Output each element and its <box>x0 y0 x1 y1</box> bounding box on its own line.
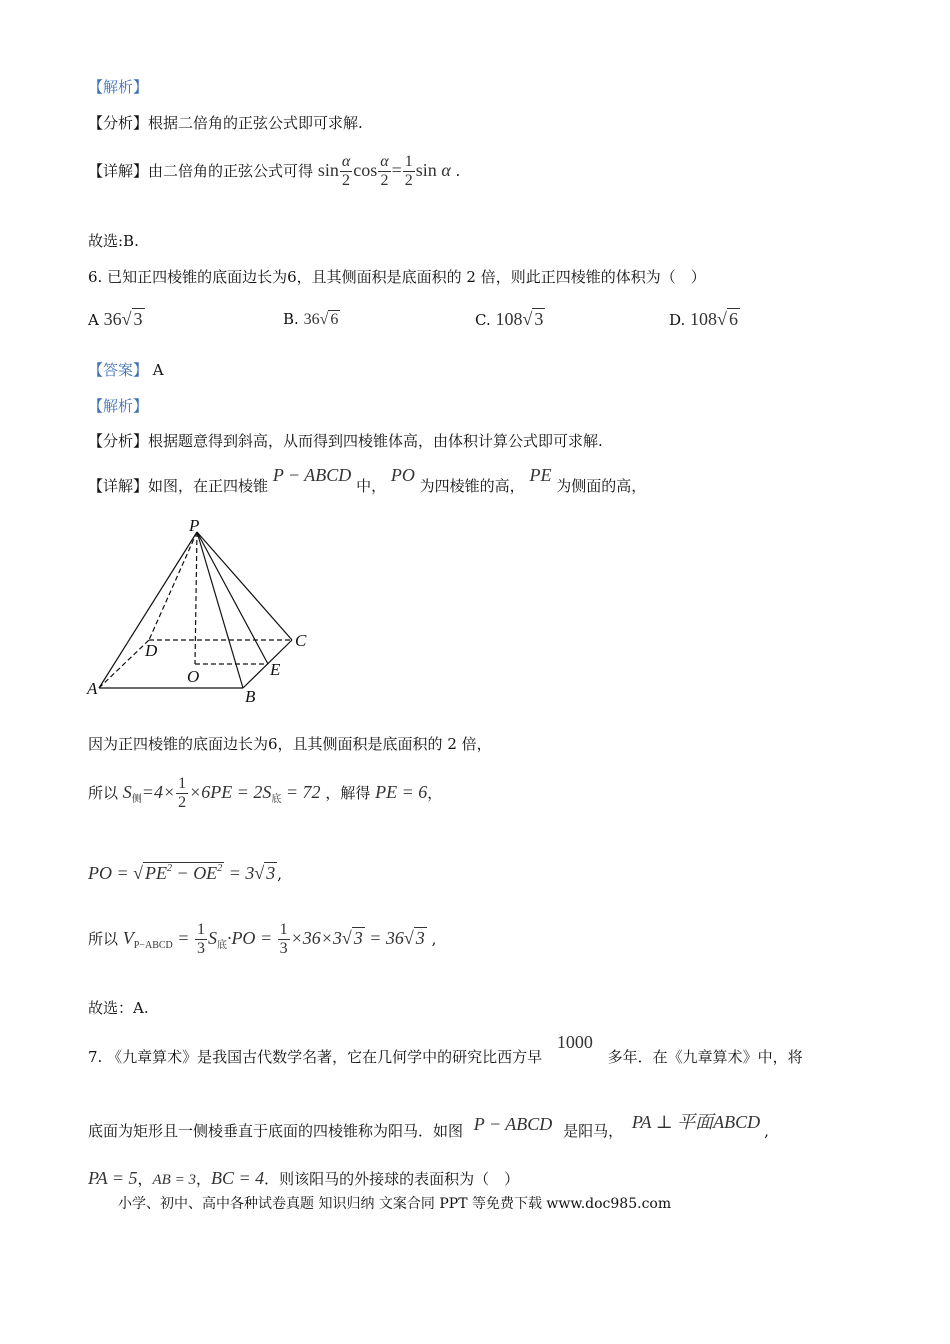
question-7-line3: PA = 5，AB = 3，BC = 4．则该阳马的外接球的表面积为（ ） <box>88 1168 520 1188</box>
detail-line-6: 【详解】如图，在正四棱锥 P − ABCD 中， PO 为四棱锥的高， PE 为侧面的高， <box>88 465 647 495</box>
option-a: A 36√ 3 <box>88 309 143 329</box>
label-o: O <box>187 667 200 686</box>
po-equation: PO = √ $PE^2 - OE^2 = 3√$ 3 <box>88 863 276 883</box>
edge-pc <box>197 532 292 640</box>
label-d: D <box>145 641 158 660</box>
lateral-area-line: 所以 $S_侧=4\times$ $\frac{1}{2}$ $\times 6PE = 2S_底 = 72$ ，解得 PE = 6， <box>88 775 443 812</box>
option-c: C. 108√ 3 <box>475 309 544 329</box>
answer-6: 【答案】 A <box>88 361 164 379</box>
analysis-line-6: 【分析】根据题意得到斜高，从而得到四棱锥体高，由体积计算公式即可求解. <box>88 432 603 450</box>
label-c: C <box>295 631 307 650</box>
label-e: E <box>270 660 281 679</box>
because-line: 因为正四棱锥的底面边长为6，且其侧面积是底面积的 2 倍， <box>88 735 492 753</box>
label-b: B <box>245 687 256 706</box>
lateral-area-equation: $S_侧=4\times$ $\frac{1}{2}$ $\times 6PE = 2S_底 = 72$ <box>122 775 321 812</box>
pyramid-figure <box>85 518 325 708</box>
question-7-line1: 7. 《九章算术》是我国古代数学名著，它在几何学中的研究比西方早 1000 多年．在《九章算术》中，将 <box>88 1032 803 1066</box>
option-b: B. 36√ 6 <box>283 310 339 328</box>
question-6-stem: 6. 已知正四棱锥的底面边长为6，且其侧面积是底面积的 2 倍，则此正四棱锥的体积为（ ） <box>88 268 706 286</box>
edge-pe <box>197 532 268 664</box>
edge-pd <box>149 532 197 640</box>
edge-pa <box>99 532 200 688</box>
detail-line-5: 【详解】由二倍角的正弦公式可得 sin $\frac{\alpha}{2}$ cos $\frac{\alpha}{2}$ = $\frac{1}{2}$ sin α . <box>88 153 461 190</box>
volume-line: 所以 $V_{P-ABCD}$ = $\frac{1}{3}$ $S_底\cdot PO$ = $\frac{1}{3}$ ×36×3√ 3 = 36√ 3 , <box>88 921 437 958</box>
option-d: D. 108√ 6 <box>669 309 738 329</box>
label-p: P <box>189 518 200 535</box>
footer: 小学、初中、高中各种试卷真题 知识归纳 文案合同 PPT 等免费下载 www.doc985.com <box>118 1196 672 1212</box>
conclusion-6: 故选：A. <box>88 999 149 1017</box>
analysis-line-5: 【分析】根据二倍角的正弦公式即可求解. <box>88 114 363 132</box>
label-a: A <box>87 679 98 698</box>
conclusion-5: 故选:B. <box>88 232 139 250</box>
double-angle-formula: sin $\frac{\alpha}{2}$ cos $\frac{\alpha}{2}$ = $\frac{1}{2}$ sin α <box>317 153 451 190</box>
question-7-line2: 底面为矩形且一侧棱垂直于底面的四棱锥称为阳马．如图 P − ABCD 是阳马， PA ⊥ 平面ABCD , <box>88 1112 769 1140</box>
jiexi-tag-5: 【解析】 <box>88 78 149 96</box>
volume-equation: $V_{P-ABCD}$ = $\frac{1}{3}$ $S_底\cdot PO$ = $\frac{1}{3}$ ×36×3√ 3 = 36√ 3 <box>122 921 425 958</box>
po-line: PO = √ $PE^2 - OE^2 = 3√$ 3 , <box>88 863 282 883</box>
edge-po <box>195 532 197 664</box>
jiexi-tag-6: 【解析】 <box>88 397 149 415</box>
